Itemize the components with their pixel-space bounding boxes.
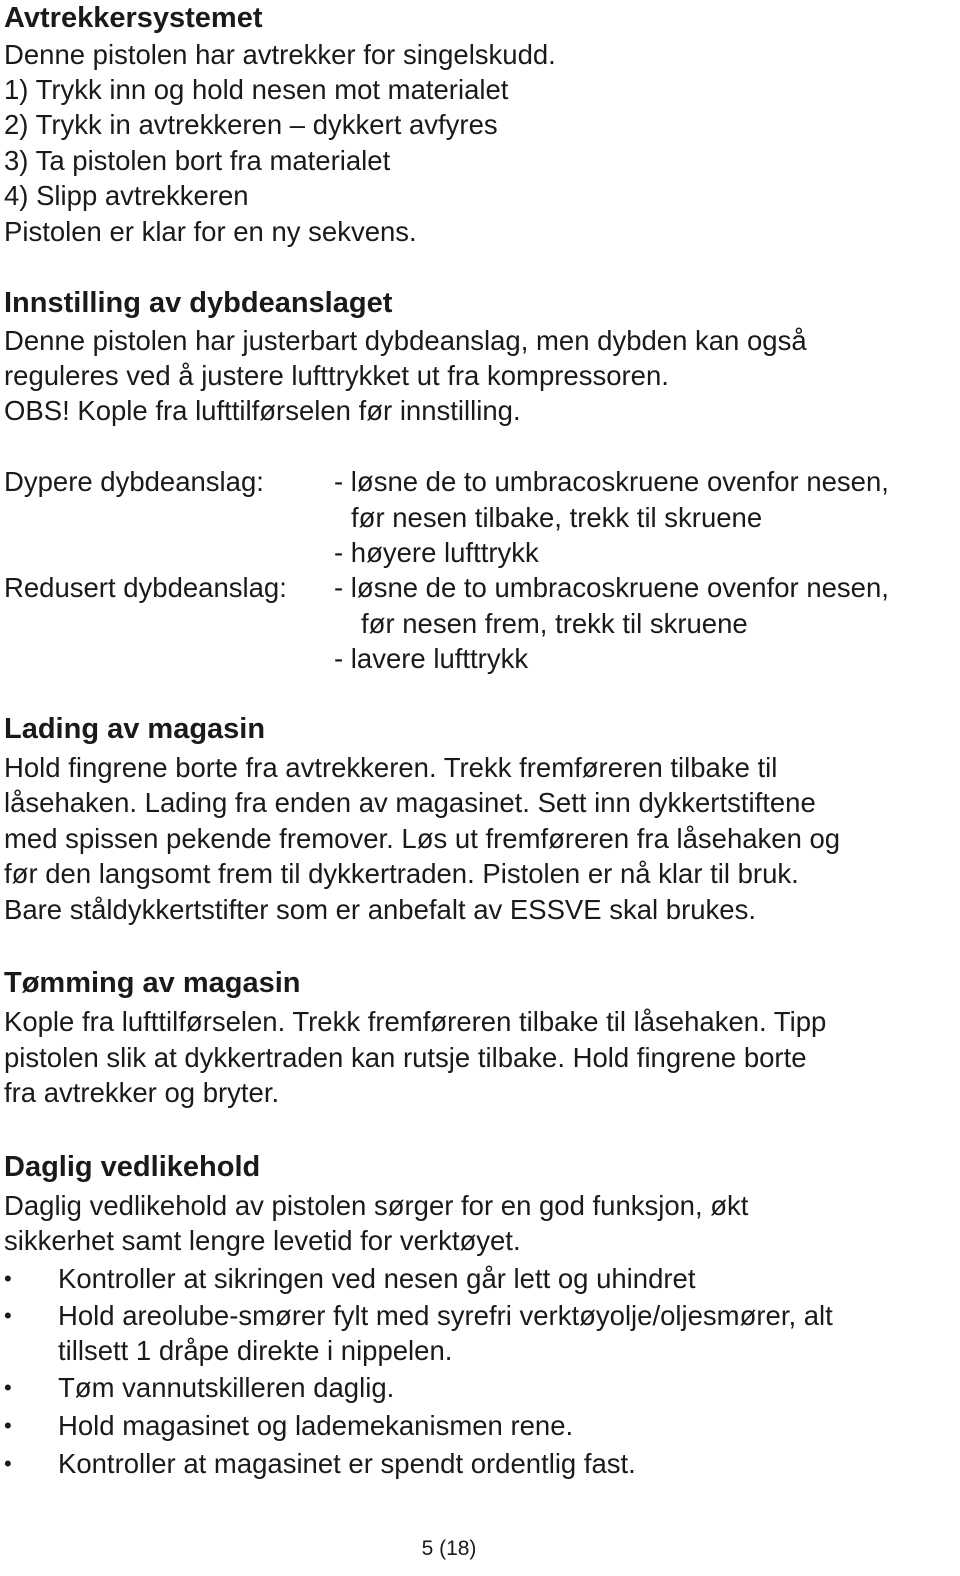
deeper-depth-step: - høyere lufttrykk [334,537,539,568]
list-item: Kontroller at sikringen ved nesen går lett og uhindret [58,1263,696,1294]
page-number: 5 (18) [421,1537,477,1560]
paragraph-line: pistolen slik at dykkertraden kan rutsje tilbake. Hold fingrene borte [4,1042,807,1073]
list-item: Tøm vannutskilleren daglig. [58,1372,395,1403]
list-item: Kontroller at magasinet er spendt ordentlig fast. [58,1448,636,1479]
reduced-depth-label: Redusert dybdeanslag: [4,572,287,603]
deeper-depth-step: før nesen tilbake, trekk til skruene [351,502,763,533]
paragraph-line: Pistolen er klar for en ny sekvens. [4,216,417,247]
warning-line: OBS! Kople fra lufttilførselen før innstilling. [4,395,521,426]
bullet-icon: • [4,1266,12,1291]
heading-trigger-system: Avtrekkersystemet [4,2,263,34]
step-1: 1) Trykk inn og hold nesen mot materialet [4,74,509,105]
paragraph-line: låsehaken. Lading fra enden av magasinet. Sett inn dykkertstiftene [4,787,816,818]
paragraph-line: reguleres ved å justere lufttrykket ut fra kompressoren. [4,360,669,391]
paragraph-line: Denne pistolen har avtrekker for singelskudd. [4,39,556,70]
heading-loading-magazine: Lading av magasin [4,713,266,745]
deeper-depth-step: - løsne de to umbracoskruene ovenfor nesen, [334,466,889,497]
paragraph-line: Kople fra lufttilførselen. Trekk fremføreren tilbake til låsehaken. Tipp [4,1006,827,1037]
list-item: Hold areolube-smører fylt med syrefri verktøyolje/oljesmører, alt [58,1300,833,1331]
step-3: 3) Ta pistolen bort fra materialet [4,145,391,176]
paragraph-line: fra avtrekker og bryter. [4,1077,280,1108]
reduced-depth-step: - løsne de to umbracoskruene ovenfor nesen, [334,572,889,603]
paragraph-line: sikkerhet samt lengre levetid for verktøyet. [4,1225,521,1256]
step-4: 4) Slipp avtrekkeren [4,180,249,211]
bullet-icon: • [4,1413,12,1438]
list-item-continuation: tillsett 1 dråpe direkte i nippelen. [58,1335,453,1366]
bullet-icon: • [4,1375,12,1400]
paragraph-line: Denne pistolen har justerbart dybdeanslag, men dybden kan også [4,325,807,356]
paragraph-line: Daglig vedlikehold av pistolen sørger for en god funksjon, økt [4,1190,749,1221]
bullet-icon: • [4,1451,12,1476]
paragraph-line: før den langsomt frem til dykkertraden. Pistolen er nå klar til bruk. [4,858,799,889]
heading-emptying-magazine: Tømming av magasin [4,967,301,999]
heading-depth-setting: Innstilling av dybdeanslaget [4,287,393,319]
heading-daily-maintenance: Daglig vedlikehold [4,1151,261,1183]
paragraph-line: Bare ståldykkertstifter som er anbefalt av ESSVE skal brukes. [4,894,756,925]
paragraph-line: med spissen pekende fremover. Løs ut fremføreren fra låsehaken og [4,823,841,854]
list-item: Hold magasinet og lademekanismen rene. [58,1410,574,1441]
bullet-icon: • [4,1303,12,1328]
step-2: 2) Trykk in avtrekkeren – dykkert avfyres [4,109,498,140]
deeper-depth-label: Dypere dybdeanslag: [4,466,264,497]
reduced-depth-step: før nesen frem, trekk til skruene [361,608,748,639]
paragraph-line: Hold fingrene borte fra avtrekkeren. Trekk fremføreren tilbake til [4,752,778,783]
reduced-depth-step: - lavere lufttrykk [334,643,529,674]
